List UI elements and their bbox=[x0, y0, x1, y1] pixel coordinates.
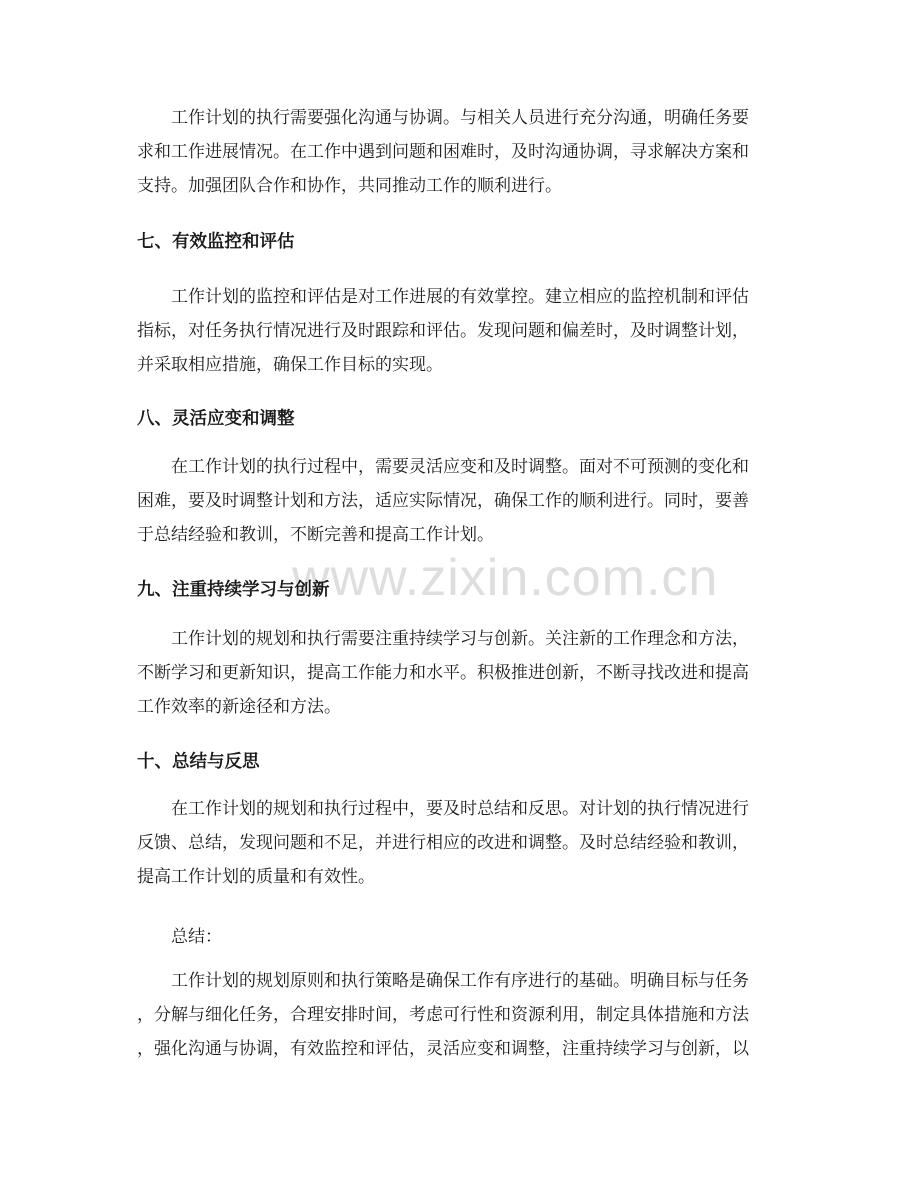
text-line: ，强化沟通与协调，有效监控和评估，灵活应变和调整，注重持续学习与创新，以 bbox=[137, 1039, 749, 1059]
text-line: 提高工作计划的质量和有效性。 bbox=[137, 867, 375, 887]
section-heading-7: 七、有效监控和评估 bbox=[137, 232, 295, 252]
paragraph-flexibility bbox=[137, 450, 787, 552]
text-line: 工作计划的监控和评估是对工作进展的有效掌控。建立相应的监控机制和评估 bbox=[171, 287, 749, 307]
paragraph-summary bbox=[137, 964, 787, 1066]
text-line: 于总结经验和教训，不断完善和提高工作计划。 bbox=[137, 525, 494, 545]
text-line: 支持。加强团队合作和协作，共同推动工作的顺利进行。 bbox=[137, 176, 562, 196]
section-heading-9: 九、注重持续学习与创新 bbox=[137, 580, 330, 600]
text-line: 在工作计划的规划和执行过程中，要及时总结和反思。对计划的执行情况进行 bbox=[171, 799, 749, 819]
text-line: 工作计划的规划原则和执行策略是确保工作有序进行的基础。明确目标与任务 bbox=[171, 971, 749, 991]
paragraph-communication bbox=[137, 101, 787, 203]
text-line: 工作效率的新途径和方法。 bbox=[137, 697, 341, 717]
paragraph-learning bbox=[137, 622, 787, 724]
text-line: 不断学习和更新知识，提高工作能力和水平。积极推进创新，不断寻找改进和提高 bbox=[137, 663, 749, 683]
text-line: 求和工作进展情况。在工作中遇到问题和困难时，及时沟通协调，寻求解决方案和 bbox=[137, 142, 749, 162]
text-line: 反馈、总结，发现问题和不足，并进行相应的改进和调整。及时总结经验和教训， bbox=[137, 833, 749, 853]
text-line: ，分解与细化任务，合理安排时间，考虑可行性和资源利用，制定具体措施和方法 bbox=[137, 1005, 749, 1025]
text-line: 工作计划的执行需要强化沟通与协调。与相关人员进行充分沟通，明确任务要 bbox=[171, 108, 749, 128]
text-line: 工作计划的规划和执行需要注重持续学习与创新。关注新的工作理念和方法， bbox=[171, 629, 749, 649]
paragraph-reflection bbox=[137, 792, 787, 894]
paragraph-monitoring bbox=[137, 280, 787, 382]
section-heading-8: 八、灵活应变和调整 bbox=[137, 409, 295, 429]
text-line: 困难，要及时调整计划和方法，适应实际情况，确保工作的顺利进行。同时，要善 bbox=[137, 491, 749, 511]
watermark: www.zixin.com.cn bbox=[292, 549, 719, 607]
summary-label: 总结： bbox=[171, 927, 222, 947]
text-line: 并采取相应措施，确保工作目标的实现。 bbox=[137, 355, 443, 375]
text-line: 在工作计划的执行过程中，需要灵活应变和及时调整。面对不可预测的变化和 bbox=[171, 457, 749, 477]
text-line: 指标，对任务执行情况进行及时跟踪和评估。发现问题和偏差时，及时调整计划， bbox=[137, 321, 749, 341]
section-heading-10: 十、总结与反思 bbox=[137, 752, 260, 772]
